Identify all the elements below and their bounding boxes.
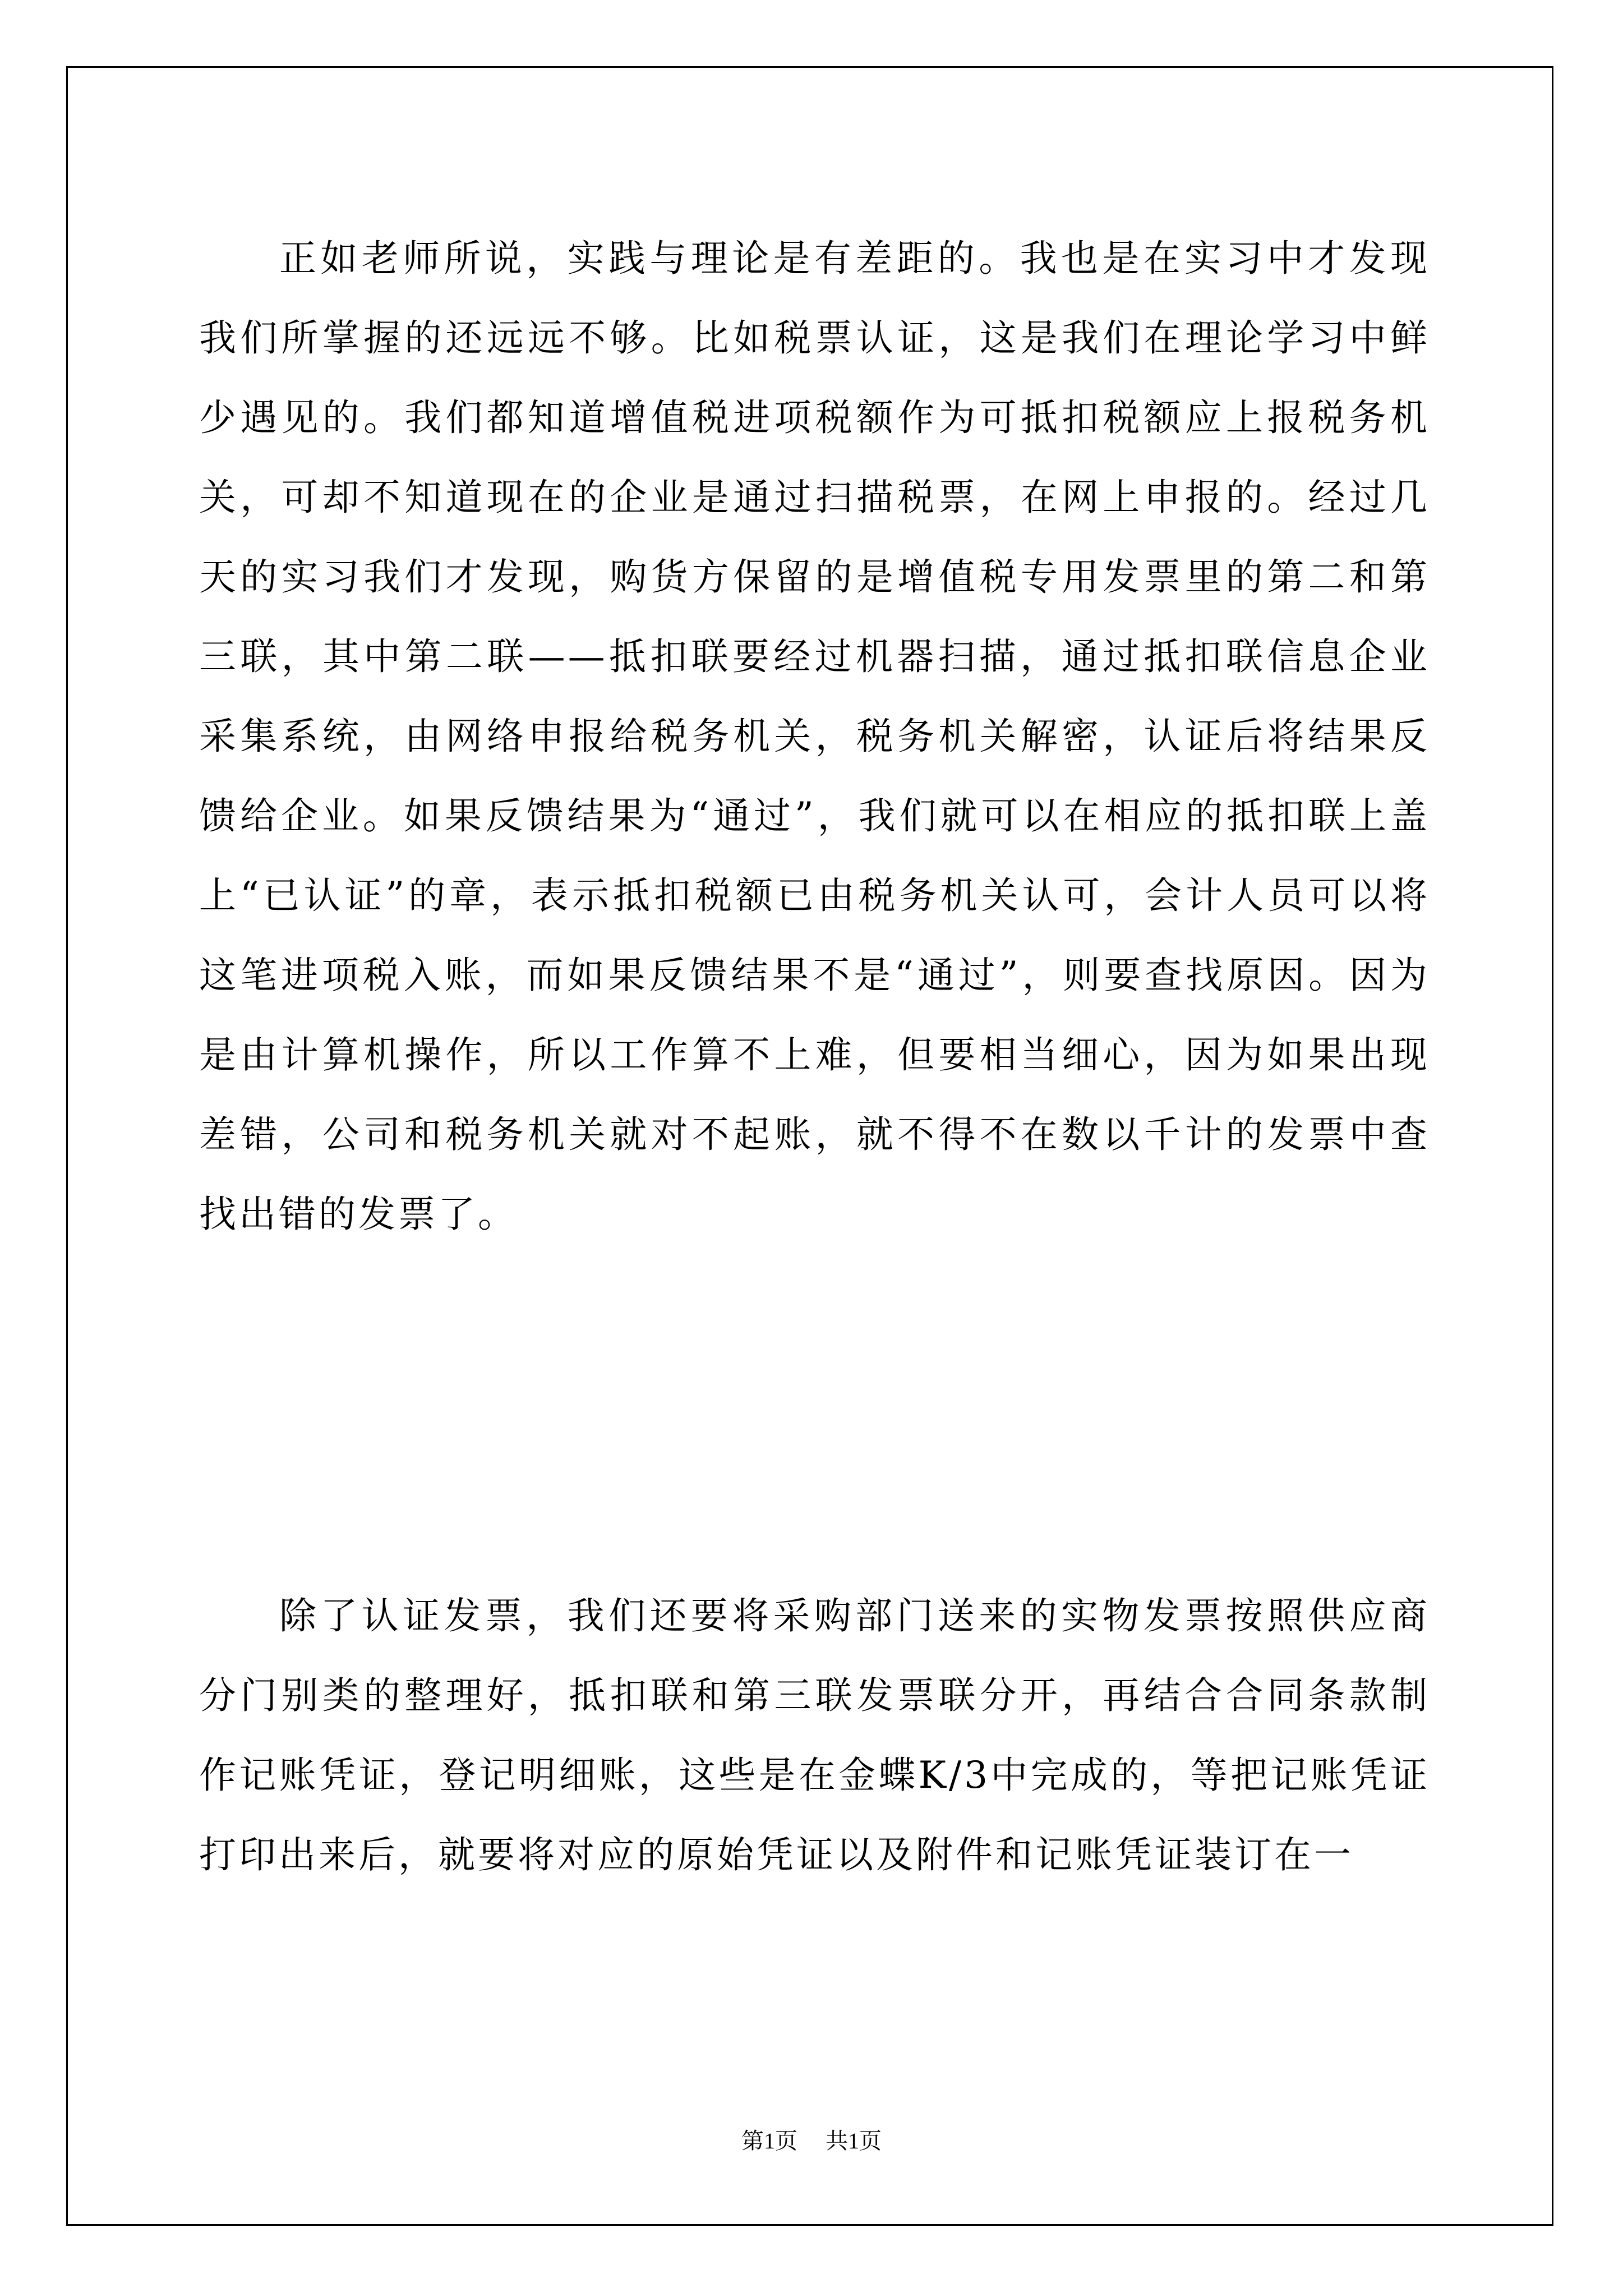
- page-total: 共1页: [826, 2128, 882, 2154]
- page-footer: [0, 2128, 1623, 2155]
- page-number: 第1页: [741, 2128, 797, 2154]
- paragraph-1: 正如老师所说，实践与理论是有差距的。我也是在实习中才发现我们所掌握的还远远不够。比如税票认证，这是我们在理论学习中鲜少遇见的。我们都知道增值税进项税额作为可抵扣税额应上报税务机关，可却不知道现在的企业是通过扫描税票，在网上申报的。经过几天的实习我们才发现，购货方保留的是增值税专用发票里的第二和第三联，其中第二联——抵扣联要经过机器扫描，通过抵扣联信息企业采集系统，由网络申报给税务机关，税务机关解密，认证后将结果反馈给企业。如果反馈结果为“通过”，我们就可以在相应的抵扣联上盖上“已认证”的章，表示抵扣税额已由税务机关认可，会计人员可以将这笔进项税入账，而如果反馈结果不是“通过”，则要查找原因。因为是由计算机操作，所以工作算不上难，但要相当细心，因为如果出现差错，公司和税务机关就对不起账，就不得不在数以千计的发票中查找出错的发票了。: [199, 237, 1430, 1236]
- paragraph-2: 除了认证发票，我们还要将采购部门送来的实物发票按照供应商分门别类的整理好，抵扣联和第三联发票联分开，再结合合同条款制作记账凭证，登记明细账，这些是在金蝶K/3中完成的，等把记账凭证打印出来后，就要将对应的原始凭证以及附件和记账凭证装订在一: [199, 1594, 1430, 1876]
